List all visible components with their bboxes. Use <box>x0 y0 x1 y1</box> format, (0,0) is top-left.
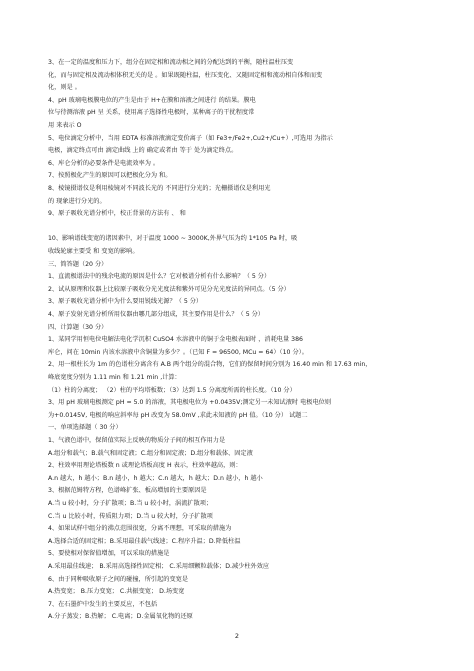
text-line: 3、根据范姆特方程，色谱峰扩张、板高增加的主要原因是 <box>48 487 207 495</box>
text-line: 5、电位滴定分析中，当用 EDTA 标准溶液滴定变价离子（如 Fe3+/Fe2+,Cu2+/Cu+）,可选用 为指示 <box>48 134 333 142</box>
text-line: 化，则是 。 <box>48 84 81 92</box>
text-line: 10、影响谱线变宽的诸因素中，对于温度 1000 ~ 3000K,外界气压为约 1*105 Pa 时，吸 <box>48 235 298 243</box>
text-line: 峰底宽度分别为 1.11 min 和 1.21 min ,计算： <box>48 374 181 381</box>
text-line: 一、单项选择题（ 30 分） <box>48 424 122 432</box>
text-line: （1）柱的分离度； （2）柱的平均塔板数；（3）达到 1.5 分离度所需的柱长度。（10 分） <box>48 386 296 394</box>
text-line: 为+0.0145V, 电极的响应斜率每 pH 改变为 58.0mV ,求此未知液的 pH 值。（10 分） 试题二 <box>48 411 308 419</box>
text-line: 7、在石墨炉中发生的主要反应，不包括 <box>48 600 158 608</box>
text-line: A.分子蒸发；B.热解； C.电离；D.金属氧化物的还原 <box>48 613 193 621</box>
text-line: 5、要使相对保留值增加，可以采取的措施是 <box>48 550 170 558</box>
text-line: 四、计算题（30 分） <box>48 323 108 331</box>
text-line: 3、在一定的温度和压力下，组分在固定相和流动相之间的分配达到的平衡，随柱温柱压变 <box>48 59 294 66</box>
text-line: A.组分和载气；B.载气和固定液；C.组分和固定液；D.组分和载体、固定液 <box>48 449 253 457</box>
text-line: 1、气液色谱中，保留值实际上反映的物质分子间的相互作用力是 <box>48 437 226 444</box>
text-line: 位与待测溶液 pH 呈 关系，使用离子选择性电极时，某种离子的干扰程度常 <box>48 109 255 117</box>
text-line: A.采用最佳线速； B.采用高选择性固定相； C.采用细颗粒载体；D.减少柱外效应 <box>48 563 270 570</box>
text-line: 3、原子吸收光谱分析中为什么要用锐线光源？（ 5 分） <box>48 298 203 306</box>
page-number: 2 <box>234 632 240 640</box>
text-line: 2、试从原理和仪器上比较原子吸收分光光度法和紫外可见分光光度法的异同点。（5 分） <box>48 285 290 293</box>
text-line: 7、按照极化产生的原因可以把极化分为 和。 <box>48 172 172 180</box>
text-line: 9、原子吸收光谱分析中，校正背景的方法有 、 和 <box>48 210 186 218</box>
text-line: A.n 越大，h 越小；B.n 越小，h 越大；C.n 越大，h 越大；D.n 越小，h 越小 <box>48 474 263 482</box>
text-line: 库仑，问在 10min 内该水溶液中含铜量为多少？。（已知 F = 96500, MCu = 64）（10 分）。 <box>48 348 308 356</box>
text-line: 2、用一根柱长为 1m 的色谱柱分离含有 A.B 两个组分的混合物，它们的保留时间分别为 16.40 min 和 17.63 min， <box>48 361 372 369</box>
text-line: 8、棱镜摄谱仪是利用棱镜对不同波长光的 不同进行分光的；光栅摄谱仪是利用光 <box>48 185 271 192</box>
text-line: A.热变宽； B.压力变宽； C.共振变宽； D.场变宽 <box>48 588 185 596</box>
text-line: 4、pH 玻璃电极膜电位的产生是由于 H+在膜和溶液之间进行 的结果。膜电 <box>48 96 256 104</box>
text-line: 化，而与固定相及流动相体积无关的是 。如果既随柱温，柱压变化、又随固定相和流动相自体和而变 <box>48 71 323 79</box>
text-line: 电极，滴定终点可由 滴定曲线 上的 确定或者由 等于 处为滴定终点。 <box>48 147 238 155</box>
text-line: 三、简答题（20 分） <box>48 260 108 268</box>
text-line: 3、用 pH 玻璃电极测定 pH = 5.0 的溶液，其电极电位为 +0.0435V;测定另一未知试液时 电极电位则 <box>48 399 332 407</box>
text-line: 1、直流极谱法中的残余电流的原因是什么？它对极谱分析有什么影响？（ 5 分） <box>48 273 271 281</box>
text-line: 4、原子发射光谱分析所用仪器由哪几部分组成，其主要作用是什么？（ 5 分） <box>48 311 264 318</box>
text-line: 2、柱效率用理论塔板数 n 或理论塔板高度 H 表示，柱效率越高，则： <box>48 462 242 470</box>
text-line: 6、库仑分析的必要条件是电流效率为 。 <box>48 159 160 167</box>
text-line: A.当 u 较小时，分子扩散项；B.当 u 较小时，涡流扩散项； <box>48 500 213 507</box>
text-line: 的 现象进行分光的。 <box>48 197 106 205</box>
text-line: 4、如果试样中组分的沸点范围很宽，分离不理想，可采取的措施为 <box>48 525 232 533</box>
text-line: A.选择合适的固定相；B.采用最佳载气线速；C.程序升温；D.降低柱温 <box>48 537 241 545</box>
text-line: 用 来表示 O <box>48 122 82 129</box>
text-line: 1、某同学用恒电位电解法电化学沉积 CuSO4 水溶液中的铜于金电极表面时 ，消耗电量 386 <box>48 336 303 344</box>
text-line: 6、由于同种吸收原子之间的碰撞，所引起的变宽是 <box>48 575 189 583</box>
text-line: C.当 u 比较小时，传质阻力项；D.当 u 较大时，分子扩散项 <box>48 512 213 520</box>
text-line: 收线轮廓主要受 和 变宽的影响。 <box>48 248 139 255</box>
